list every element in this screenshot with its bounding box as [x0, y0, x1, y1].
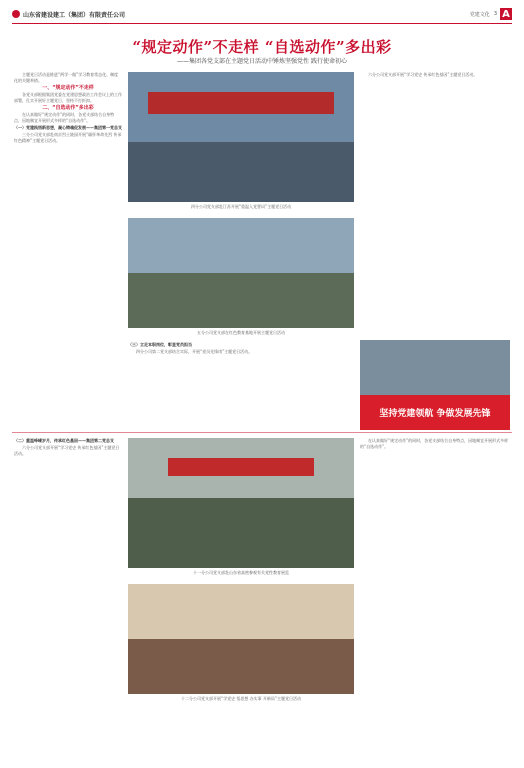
section-4-heading: （二）重温峥嵘岁月，传承红色基因——集团第二党总支	[14, 438, 114, 443]
photo-group-4	[128, 584, 354, 694]
section-name: 党建文化	[469, 11, 490, 18]
section-3-body: 三分公司党支部赴南京烈士陵园开展“缅怀革命先烈 传承红色精神”主题党日活动。	[14, 132, 122, 143]
banner-photo-image	[360, 340, 510, 430]
section-5-heading: （三）立足本职岗位，彰显党员担当	[128, 342, 192, 347]
section-1-heading: 一、“规定动作”不走样	[42, 85, 94, 91]
photo-4-image	[128, 584, 354, 694]
headline: “规定动作”不走样 “自选动作”多出彩	[132, 38, 392, 56]
text-column-4	[14, 438, 122, 758]
photo-3-image	[128, 438, 354, 568]
text-column-3	[360, 72, 510, 342]
section-3-heading: （一）党建践悟新思想，凝心铸魂促发展——集团第一党总支	[14, 125, 122, 130]
photo-2-image	[128, 218, 354, 328]
banner-text: 坚持党建领航 争做发展先锋	[379, 409, 491, 419]
photo-3-caption: 十一分公司党支部赴山东省高密参观有关党性教育展览	[193, 570, 289, 575]
photo-1-image	[128, 72, 354, 202]
section-5-body: 四分公司第二党支部结合实际，开展“党员先锋岗”主题党日活动。	[136, 349, 253, 354]
lower-rule	[12, 432, 512, 433]
masthead-name: 山东省建设建工（集团）有限责任公司	[23, 11, 126, 19]
masthead-rule	[12, 23, 512, 24]
subhead: ——集团各党支部在主题党日活动中锤炼坚强党性 践行使命初心	[177, 58, 347, 65]
section-1-body: 各党支部根据集团党委在党建思想政治工作会议上的工作部署，扎实开展好主题党日，坚持不打折扣。	[14, 92, 122, 103]
section-4-body: 六分公司党支部开展“学习党史 传承红色基因”主题党日活动。	[14, 445, 120, 456]
text-column-2	[128, 342, 354, 430]
section-2-body: 在认真做好“规定动作”的同时，各党支部结合自身特点，因地制宜开展形式多样的“自选动作”。	[14, 112, 115, 123]
photo-group-3	[128, 438, 354, 568]
page-letter-badge: A	[500, 8, 512, 20]
photo-group-1	[128, 72, 354, 202]
banner-photo	[360, 340, 510, 430]
photo-1-caption: 四分公司党支部赴江苏开展“重温入党誓词”主题党日活动	[190, 204, 292, 209]
section-2-body-lower: 在认真做好“规定动作”的同时，各党支部结合自身特点，因地制宜开展形式多样的“自选动作”。	[360, 438, 509, 449]
intro-paragraph: 主题党日活动是推进“两学一做”学习教育常态化、制度化的关键举措。	[14, 72, 119, 83]
photo-group-2	[128, 218, 354, 328]
page-number: 3	[493, 11, 497, 17]
photo-4-caption: 十二分公司党支部开展“学党史 悟思想 办实事 开新局”主题党日活动	[181, 696, 301, 701]
company-logo-icon	[12, 10, 20, 18]
text-column-1	[14, 72, 122, 427]
text-column-5	[360, 438, 510, 758]
section-2-heading: 二、“自选动作”多出彩	[42, 105, 94, 111]
masthead	[12, 6, 512, 22]
section-4-body-right: 六分公司党支部开展“学习党史 传承红色基因”主题党日活动。	[368, 72, 478, 77]
masthead-right	[470, 8, 512, 20]
photo-2-caption: 五分公司党支部在红色教育基地开展主题党日活动	[197, 330, 285, 335]
